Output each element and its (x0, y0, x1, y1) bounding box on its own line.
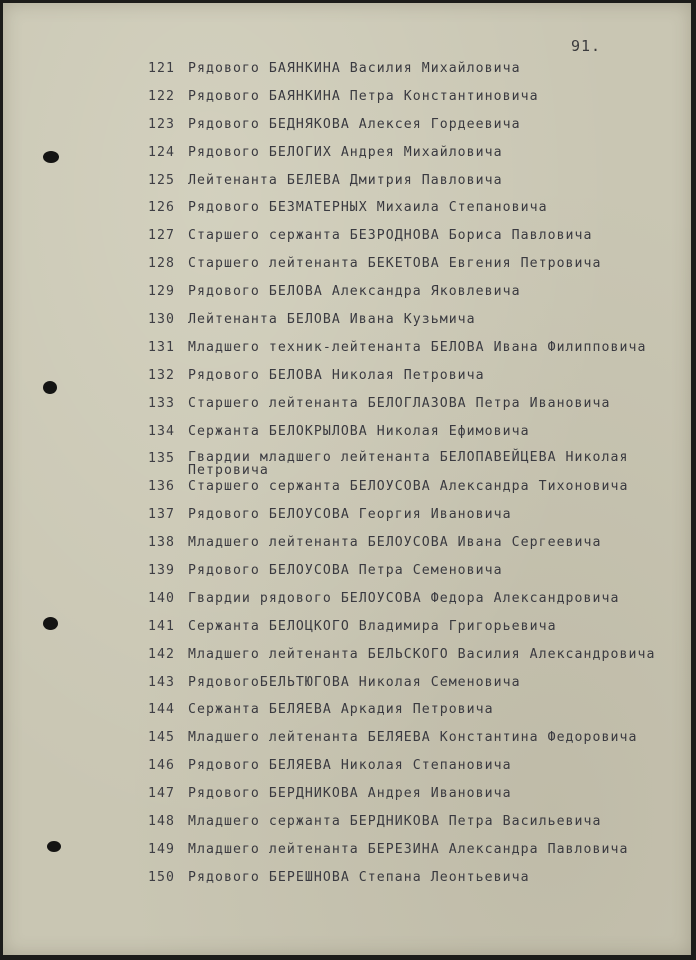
entry-name: Младшего лейтенанта БЕЛОУСОВА Ивана Сергеевича (188, 535, 602, 551)
entry-number: 150 (148, 869, 175, 885)
list-item (3, 786, 691, 814)
entry-number: 133 (148, 395, 175, 411)
list-item (3, 117, 691, 145)
list-item (3, 619, 691, 647)
entry-name: Лейтенанта БЕЛЕВА Дмитрия Павловича (188, 172, 503, 188)
entry-name: Старшего сержанта БЕЛОУСОВА Александра Тихоновича (188, 479, 629, 495)
list-item (3, 396, 691, 424)
entry-number: 137 (148, 507, 175, 523)
list-item (3, 507, 691, 535)
entry-number: 132 (148, 367, 175, 383)
entry-name: Лейтенанта БЕЛОВА Ивана Кузьмича (188, 312, 476, 328)
list-item (3, 424, 691, 452)
list-item (3, 89, 691, 117)
entry-name: Рядового БЕЗМАТЕРНЫХ Михаила Степановича (188, 200, 548, 216)
list-item (3, 479, 691, 507)
entry-name: Младшего лейтенанта БЕРЕЗИНА Александра Павловича (188, 841, 629, 857)
list-item (3, 814, 691, 842)
entry-number: 122 (148, 88, 175, 104)
entry-number: 146 (148, 758, 175, 774)
entry-name: Старшего лейтенанта БЕКЕТОВА Евгения Петровича (188, 256, 602, 272)
entry-name: Гвардии рядового БЕЛОУСОВА Федора Александровича (188, 590, 620, 606)
list-item (3, 591, 691, 619)
list-item (3, 228, 691, 256)
list-item (3, 312, 691, 340)
entry-number: 138 (148, 535, 175, 551)
entry-number: 147 (148, 786, 175, 802)
entry-number: 124 (148, 144, 175, 160)
entry-number: 149 (148, 841, 175, 857)
entry-name: Рядового БАЯНКИНА Петра Константиновича (188, 88, 539, 104)
entry-number: 134 (148, 423, 175, 439)
entry-number: 129 (148, 284, 175, 300)
list-item (3, 675, 691, 703)
entry-name: Младшего лейтенанта БЕЛЯЕВА Константина Федоровича (188, 730, 638, 746)
document-page (3, 3, 691, 955)
entry-name: Рядового БЕЛОУСОВА Петра Семеновича (188, 563, 503, 579)
entry-name: Сержанта БЕЛОКРЫЛОВА Николая Ефимовича (188, 423, 530, 439)
award-list (3, 61, 691, 898)
list-item (3, 702, 691, 730)
page-number: 91. (571, 37, 602, 55)
entry-number: 123 (148, 116, 175, 132)
entry-number: 143 (148, 674, 175, 690)
list-item (3, 563, 691, 591)
list-item (3, 842, 691, 870)
list-item (3, 173, 691, 201)
entry-number: 127 (148, 228, 175, 244)
entry-name: Рядового БЕРЕШНОВА Степана Леонтьевича (188, 869, 530, 885)
entry-name: Рядового БЕЛОГИХ Андрея Михайловича (188, 144, 503, 160)
entry-name: Рядового БЕЛОВА Николая Петровича (188, 367, 485, 383)
entry-number: 148 (148, 814, 175, 830)
list-item (3, 200, 691, 228)
entry-number: 131 (148, 339, 175, 355)
list-item (3, 145, 691, 173)
entry-name: Старшего сержанта БЕЗРОДНОВА Бориса Павловича (188, 228, 593, 244)
entry-number: 141 (148, 618, 175, 634)
entry-number: 144 (148, 702, 175, 718)
entry-name: Младшего лейтенанта БЕЛЬСКОГО Василия Александровича (188, 646, 656, 662)
entry-name: Младшего техник-лейтенанта БЕЛОВА Ивана Филипповича (188, 339, 647, 355)
entry-name: Сержанта БЕЛЯЕВА Аркадия Петровича (188, 702, 494, 718)
entry-name: Рядового БЕЛОВА Александра Яковлевича (188, 284, 521, 300)
list-item (3, 451, 691, 479)
entry-name: Рядового БЕРДНИКОВА Андрея Ивановича (188, 786, 512, 802)
entry-name: Младшего сержанта БЕРДНИКОВА Петра Васильевича (188, 814, 602, 830)
list-item (3, 284, 691, 312)
entry-number: 140 (148, 590, 175, 606)
entry-name: Рядового БЕДНЯКОВА Алексея Гордеевича (188, 116, 521, 132)
list-item (3, 730, 691, 758)
entry-number: 126 (148, 200, 175, 216)
entry-number: 142 (148, 646, 175, 662)
entry-name: Рядового БАЯНКИНА Василия Михайловича (188, 61, 521, 76)
entry-number: 139 (148, 563, 175, 579)
entry-number: 125 (148, 172, 175, 188)
entry-name: Рядового БЕЛОУСОВА Георгия Ивановича (188, 507, 512, 523)
list-item (3, 340, 691, 368)
entry-number: 121 (148, 61, 175, 76)
entry-number: 130 (148, 312, 175, 328)
entry-number: 136 (148, 479, 175, 495)
list-item (3, 535, 691, 563)
list-item (3, 647, 691, 675)
entry-name: Старшего лейтенанта БЕЛОГЛАЗОВА Петра Ивановича (188, 395, 611, 411)
list-item (3, 870, 691, 898)
list-item (3, 368, 691, 396)
entry-name: Рядового БЕЛЯЕВА Николая Степановича (188, 758, 512, 774)
entry-number: 135 (148, 451, 175, 467)
list-item (3, 758, 691, 786)
entry-number: 145 (148, 730, 175, 746)
entry-number: 128 (148, 256, 175, 272)
entry-name: Гвардии младшего лейтенанта БЕЛОПАВЕЙЦЕВА Николая Петровича (188, 450, 629, 479)
list-item (3, 256, 691, 284)
entry-name: Сержанта БЕЛОЦКОГО Владимира Григорьевича (188, 618, 557, 634)
entry-name: РядовогоБЕЛЬТЮГОВА Николая Семеновича (188, 674, 521, 690)
list-item (3, 61, 691, 89)
